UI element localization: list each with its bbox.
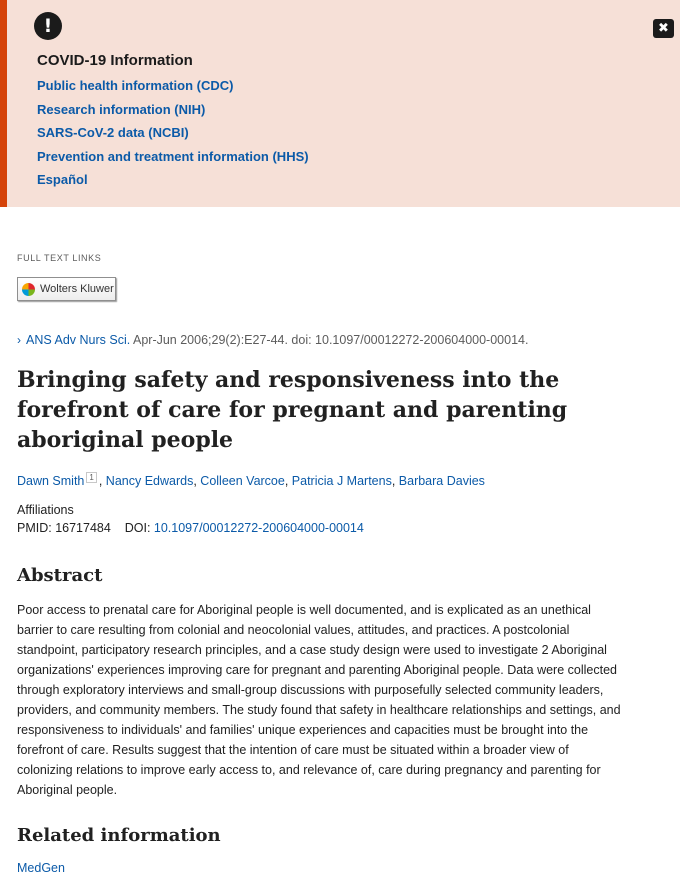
- affiliation-ref-badge[interactable]: 1: [86, 472, 96, 483]
- banner-link-hhs[interactable]: Prevention and treatment information (HHS): [37, 148, 309, 164]
- author-link[interactable]: Colleen Varcoe: [200, 474, 285, 488]
- wolters-kluwer-logo-icon: [22, 283, 35, 296]
- related-information-heading: Related information: [17, 825, 221, 846]
- banner-links: [37, 77, 309, 195]
- journal-link[interactable]: ANS Adv Nurs Sci.: [26, 333, 131, 347]
- article-identifiers: [17, 521, 364, 535]
- abstract-text: Poor access to prenatal care for Aboriginal people is well documented, and is explicated as an unethical barrier to care resulting from colonial and neocolonial values, attitudes, and practices. A postcolonial standpoint, participatory research principles, and a case study design were used to investigate 2 Aboriginal organizations' experiences improving care for pregnant and parenting Aboriginal people. Data were collected through exploratory interviews and small-group discussions with purposefully selected community leaders, providers, and community members. The study found that safety in healthcare relationships and settings, and responsiveness to individuals' and families' unique experiences and capacities must be brought into the forefront of care. Results suggest that the intention of care must be situated within a broader view of colonizing relations to improve early access to, and relevance of, care during pregnancy and parenting for Aboriginal people.: [17, 603, 621, 797]
- abstract-heading: Abstract: [17, 565, 103, 586]
- wolters-kluwer-label: Wolters Kluwer: [40, 283, 114, 295]
- pmid-value: 16717484: [55, 521, 111, 535]
- pmid-label: PMID:: [17, 521, 56, 535]
- alert-icon: !: [34, 12, 62, 40]
- chevron-right-icon[interactable]: ›: [17, 333, 21, 347]
- author-list: Dawn Smith $^1$ , Nancy Edwards, Colleen Varcoe, Patricia J Martens, Barbara Davies: [17, 473, 485, 488]
- author-link[interactable]: Dawn Smith: [17, 474, 85, 488]
- citation: [17, 333, 528, 347]
- banner-link-espanol[interactable]: Español: [37, 172, 88, 187]
- full-text-links-label: FULL TEXT LINKS: [17, 253, 102, 263]
- article-title: Bringing safety and responsiveness into the forefront of care for pregnant and parenting aboriginal people: [17, 367, 568, 453]
- banner-link-nih[interactable]: Research information (NIH): [37, 101, 206, 117]
- covid-banner: [0, 0, 680, 207]
- author-link[interactable]: Patricia J Martens: [291, 474, 392, 488]
- wolters-kluwer-link-button[interactable]: [17, 277, 116, 301]
- doi-label: DOI:: [124, 521, 154, 535]
- banner-link-cdc[interactable]: Public health information (CDC): [37, 78, 234, 93]
- affiliations-toggle[interactable]: Affiliations: [17, 503, 74, 517]
- author-link[interactable]: Nancy Edwards: [105, 474, 194, 488]
- doi-link[interactable]: 10.1097/00012272-200604000-00014: [153, 521, 364, 535]
- close-banner-button[interactable]: ✖: [653, 19, 674, 38]
- banner-title: COVID-19 Information: [37, 52, 193, 69]
- banner-link-ncbi[interactable]: SARS-CoV-2 data (NCBI): [37, 125, 189, 140]
- medgen-link[interactable]: MedGen: [17, 861, 65, 875]
- citation-details: Apr-Jun 2006;29(2):E27-44. doi: 10.1097/00012272-200604000-00014.: [130, 333, 529, 347]
- author-link[interactable]: Barbara Davies: [398, 474, 485, 488]
